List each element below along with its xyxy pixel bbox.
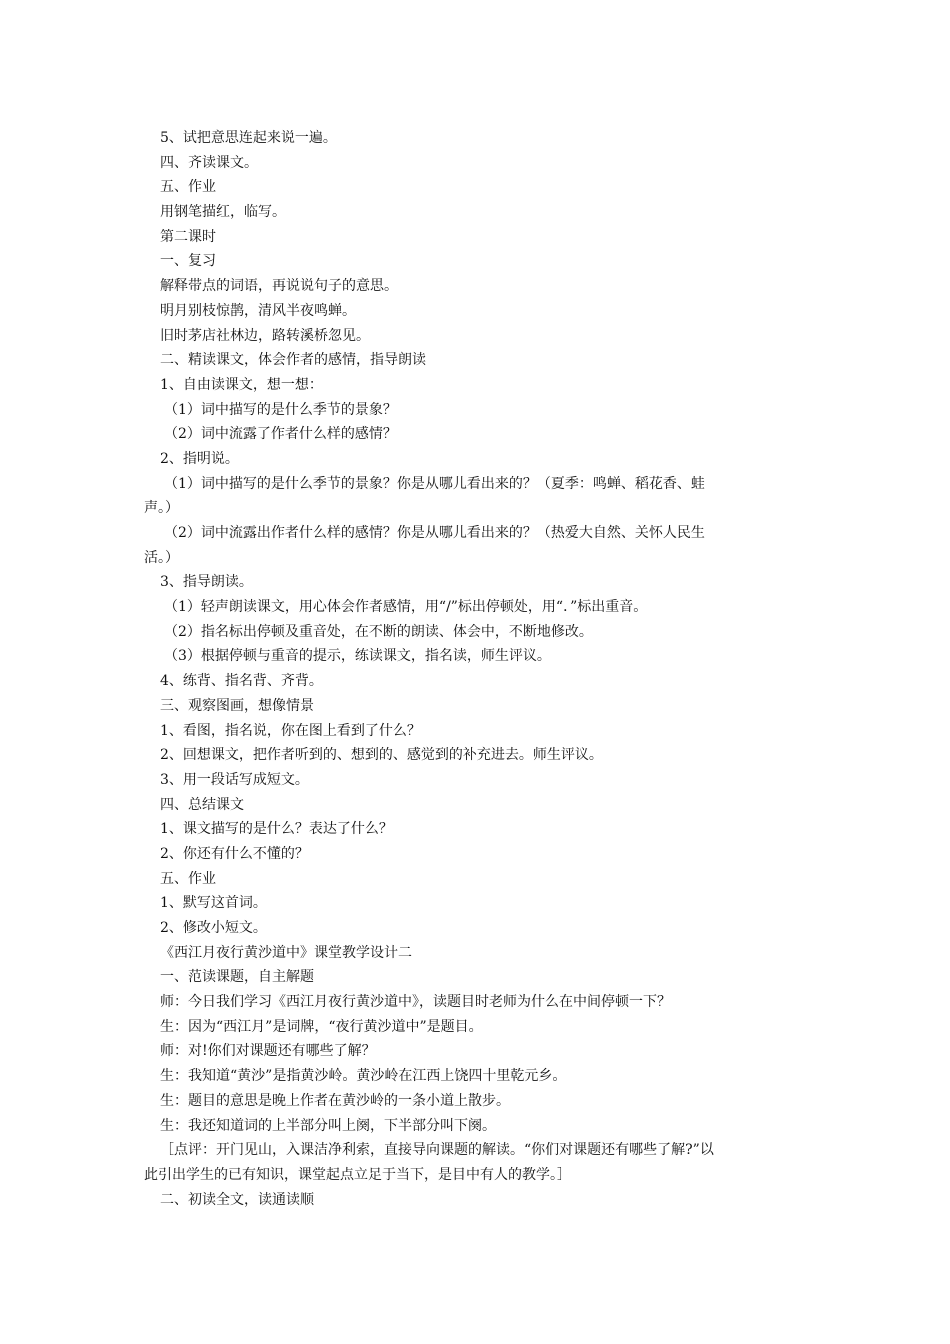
text-line: 解释带点的词语，再说说句子的意思。 — [160, 278, 398, 295]
text-line: （2）词中流露了作者什么样的感情？ — [164, 426, 397, 443]
text-line: 声。） — [144, 500, 179, 517]
text-line: 2、你还有什么不懂的？ — [160, 845, 309, 862]
commentary-line: ［点评：开门见山，入课洁净利索，直接导向课题的解读。“你们对课题还有哪些了解?”以 — [160, 1142, 714, 1159]
text-line: 2、回想课文，把作者听到的、想到的、感觉到的补充进去。师生评议。 — [160, 747, 603, 764]
dialogue-line: 生：我知道“黄沙”是指黄沙岭。黄沙岭在江西上饶四十里乾元乡。 — [160, 1068, 567, 1085]
text-line: 1、课文描写的是什么？表达了什么？ — [160, 821, 393, 838]
dialogue-line: 生：我还知道词的上半部分叫上阕，下半部分叫下阕。 — [160, 1117, 496, 1134]
section-heading: 四、总结课文 — [160, 796, 244, 813]
section-heading: 一、范读课题，自主解题 — [160, 969, 314, 986]
section-heading: 五、作业 — [160, 870, 216, 887]
text-line: 1、看图，指名说，你在图上看到了什么？ — [160, 722, 421, 739]
text-line: 5、试把意思连起来说一遍。 — [160, 130, 337, 146]
text-line: 3、用一段话写成短文。 — [160, 771, 309, 788]
section-heading: 三、观察图画，想像情景 — [160, 697, 314, 714]
dialogue-line: 生：题目的意思是晚上作者在黄沙岭的一条小道上散步。 — [160, 1092, 510, 1109]
poem-line: 明月别枝惊鹊，清风半夜鸣蝉。 — [160, 302, 356, 319]
text-line: （1）词中描写的是什么季节的景象？你是从哪儿看出来的？（夏季：鸣蝉、稻花香、蛙 — [164, 475, 705, 492]
text-line: 用钢笔描红，临写。 — [160, 204, 286, 221]
commentary-line: 此引出学生的已有知识，课堂起点立足于当下，是目中有人的教学。］ — [144, 1166, 571, 1183]
text-line: 活。） — [144, 549, 179, 566]
section-heading: 一、复习 — [160, 253, 216, 270]
text-line: （1）词中描写的是什么季节的景象？ — [164, 401, 397, 418]
dialogue-line: 生：因为“西江月”是词牌，“夜行黄沙道中”是题目。 — [160, 1018, 483, 1035]
poem-line: 旧时茅店社林边，路转溪桥忽见。 — [160, 327, 370, 344]
section-heading: 四、齐读课文。 — [160, 154, 258, 171]
text-line: 3、指导朗读。 — [160, 574, 253, 591]
dialogue-line: 师：对!你们对课题还有哪些了解？ — [160, 1043, 376, 1060]
document-body — [144, 126, 804, 1212]
lesson-heading: 第二课时 — [160, 228, 216, 245]
text-line: （3）根据停顿与重音的提示，练读课文，指名读，师生评议。 — [164, 648, 551, 665]
text-line: 1、默写这首词。 — [160, 895, 267, 912]
section-heading: 二、初读全文，读通读顺 — [160, 1191, 314, 1208]
text-line: 4、练背、指名背、齐背。 — [160, 673, 323, 690]
section-heading: 五、作业 — [160, 179, 216, 196]
document-title: 《西江月夜行黄沙道中》课堂教学设计二 — [160, 944, 412, 961]
text-line: （1）轻声朗读课文，用心体会作者感情，用“/”标出停顿处，用“．”标出重音。 — [164, 599, 648, 616]
section-heading: 二、精读课文，体会作者的感情，指导朗读 — [160, 352, 426, 369]
text-line: 1、自由读课文，想一想： — [160, 376, 323, 393]
dialogue-line: 师：今日我们学习《西江月夜行黄沙道中》，读题目时老师为什么在中间停顿一下？ — [160, 994, 671, 1011]
text-line: 2、指明说。 — [160, 450, 239, 467]
text-line: （2）词中流露出作者什么样的感情？你是从哪儿看出来的？（热爱大自然、关怀人民生 — [164, 525, 705, 541]
text-line: 2、修改小短文。 — [160, 920, 267, 936]
text-line: （2）指名标出停顿及重音处，在不断的朗读、体会中，不断地修改。 — [164, 623, 593, 640]
